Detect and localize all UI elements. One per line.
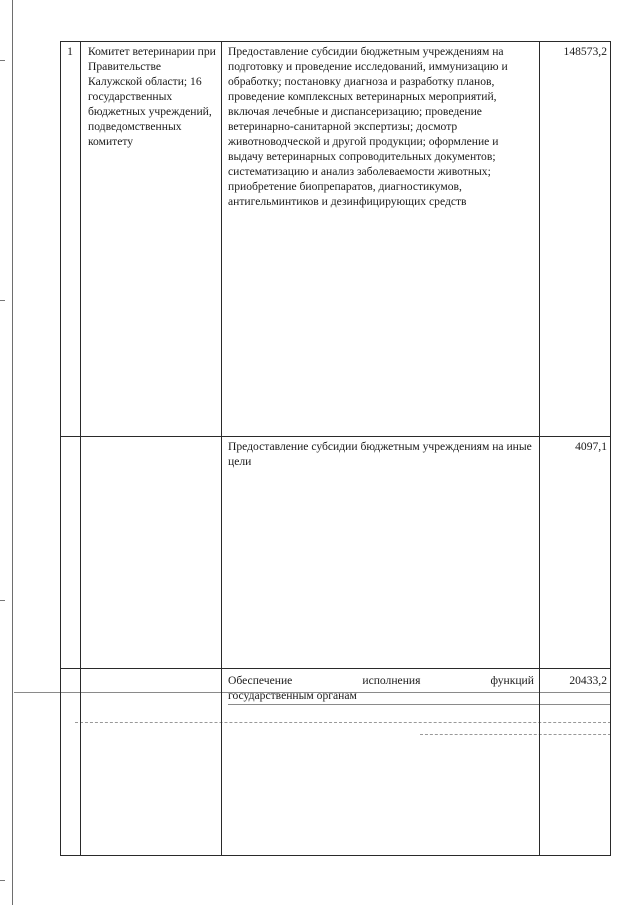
column-divider <box>539 41 540 856</box>
organization-cell: Комитет ветеринарии при Правительстве Калужской области; 16 государственных бюджетных учреждений, подведомственных комитету <box>88 45 216 148</box>
column-divider <box>221 41 222 856</box>
scan-margin-line <box>12 0 13 905</box>
row-number: 1 <box>67 45 73 58</box>
description-word: Обеспечение <box>228 674 293 687</box>
description-cell: Предоставление субсидии бюджетным учреждениям на подготовку и проведение исследований, иммунизацию и обработку; постановку диагноза и разработку планов, проведение комплексных ветеринарных мероприятий, включая лечебные и диспансеризацию; проведение ветеринарно-санитарной экспертизы; досмотр животноводческой и другой продукции; оформление и выдачу ветеринарных сопроводительных документов; систематизацию и анализ заболеваемости животных; приобретение биопрепаратов, диагностикумов, антигельминтиков и дезинфицирующих средств <box>228 45 508 208</box>
amount-cell: 20433,2 <box>569 674 607 687</box>
scan-edge-mark <box>0 880 5 881</box>
description-word: функций <box>490 674 534 687</box>
description-cell: Предоставление субсидии бюджетным учреждениям на иные цели <box>228 440 532 468</box>
description-word: исполнения <box>362 674 421 687</box>
description-second-line: государственным органам <box>228 689 357 702</box>
scan-edge-mark <box>0 600 5 601</box>
column-divider <box>80 41 81 856</box>
amount-cell: 4097,1 <box>575 440 607 453</box>
amount-cell: 148573,2 <box>563 45 607 58</box>
description-first-line <box>228 673 534 688</box>
scan-edge-mark <box>0 300 5 301</box>
description-cell <box>228 673 534 703</box>
row-divider <box>60 668 611 669</box>
scan-edge-mark <box>0 60 5 61</box>
row-divider <box>60 436 611 437</box>
